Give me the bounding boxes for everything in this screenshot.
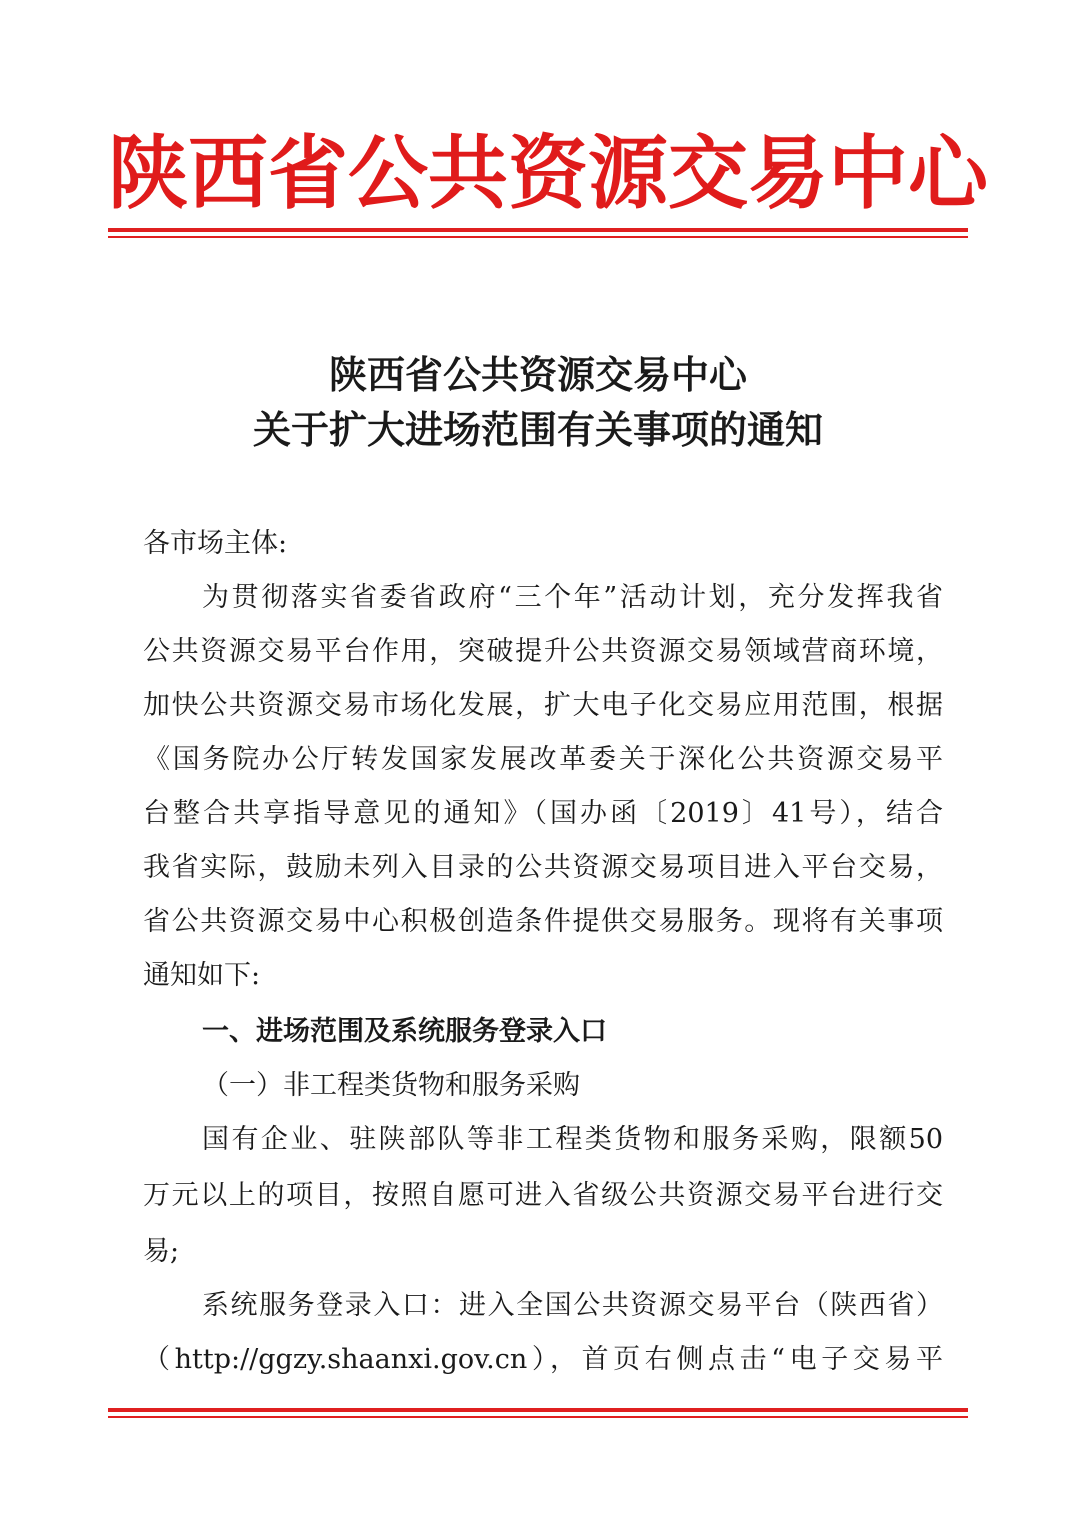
body-line: 加快公共资源交易市场化发展，扩大电子化交易应用范围，根据 [143, 690, 943, 721]
salutation: 各市场主体: [143, 528, 288, 559]
section-paragraph-line: 国有企业、驻陕部队等非工程类货物和服务采购，限额50 [202, 1124, 943, 1155]
body-line: 为贯彻落实省委省政府“三个年”活动计划，充分发挥我省 [202, 582, 943, 613]
body-line: 《国务院办公厅转发国家发展改革委关于深化公共资源交易平 [143, 744, 943, 775]
login-entry-url-line: （http://ggzy.shaanxi.gov.cn），首页右侧点击“电子交易平 [143, 1344, 943, 1375]
login-entry-line: 系统服务登录入口：进入全国公共资源交易平台（陕西省） [202, 1290, 943, 1321]
body-line: 公共资源交易平台作用，突破提升公共资源交易领域营商环境， [143, 636, 943, 667]
footer-divider-thin [108, 1416, 968, 1418]
body-line: 台整合共享指导意见的通知》（国办函〔2019〕41号），结合 [143, 798, 943, 829]
letterhead-divider-thin [108, 236, 968, 238]
section-heading: 一、进场范围及系统服务登录入口 [202, 1016, 607, 1047]
letterhead-divider-thick [108, 228, 968, 232]
body-line: 省公共资源交易中心积极创造条件提供交易服务。现将有关事项 [143, 906, 943, 937]
body-line: 通知如下: [143, 960, 261, 991]
body-line: 我省实际，鼓励未列入目录的公共资源交易项目进入平台交易， [143, 852, 943, 883]
section-paragraph-line: 万元以上的项目，按照自愿可进入省级公共资源交易平台进行交 [143, 1180, 943, 1211]
footer-divider-thick [108, 1408, 968, 1412]
section-subheading: （一）非工程类货物和服务采购 [202, 1070, 580, 1101]
section-paragraph-line: 易; [143, 1236, 180, 1267]
document-title-line-2: 关于扩大进场范围有关事项的通知 [252, 407, 823, 452]
letterhead-org-name: 陕西省公共资源交易中心 [108, 126, 988, 220]
document-title-line-1: 陕西省公共资源交易中心 [328, 352, 747, 397]
